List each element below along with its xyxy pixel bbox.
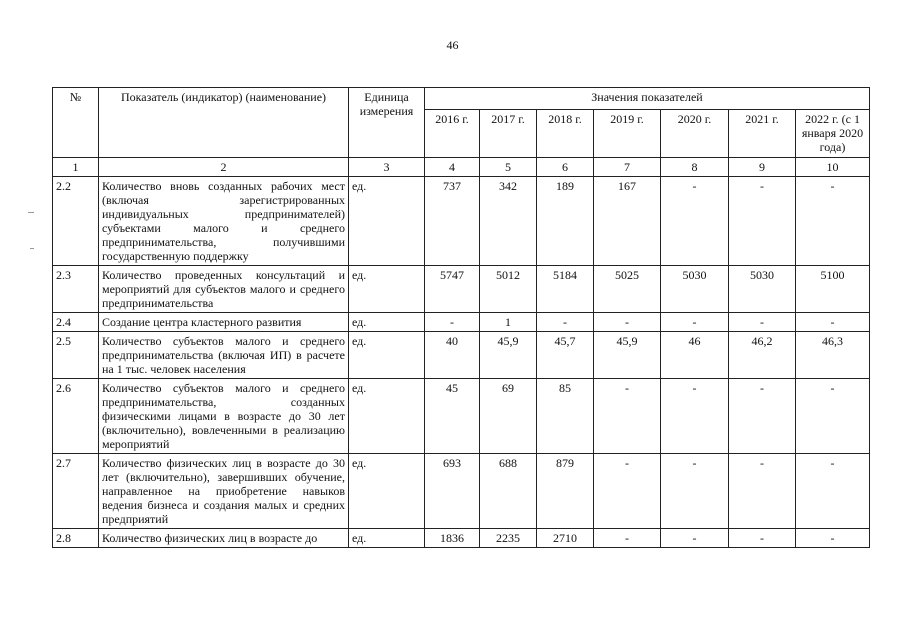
row-value: - xyxy=(537,313,594,332)
column-index: 4 xyxy=(425,158,480,177)
row-value: 40 xyxy=(425,332,480,379)
row-value: 5184 xyxy=(537,266,594,313)
column-index: 10 xyxy=(796,158,870,177)
column-index: 2 xyxy=(99,158,349,177)
row-value: 189 xyxy=(537,177,594,266)
row-value: - xyxy=(729,313,796,332)
header-unit: Единица измерения xyxy=(349,88,425,158)
table-row xyxy=(53,313,870,332)
row-value: 1 xyxy=(480,313,537,332)
scan-mark xyxy=(28,212,34,213)
column-index: 5 xyxy=(480,158,537,177)
row-value: 45,9 xyxy=(594,332,661,379)
row-value: 5100 xyxy=(796,266,870,313)
row-value: 167 xyxy=(594,177,661,266)
header-year: 2020 г. xyxy=(661,110,729,158)
row-value: - xyxy=(729,379,796,454)
header-year: 2016 г. xyxy=(425,110,480,158)
row-value: - xyxy=(796,379,870,454)
row-unit: ед. xyxy=(349,379,425,454)
header-year: 2017 г. xyxy=(480,110,537,158)
row-value: 5025 xyxy=(594,266,661,313)
row-value: 688 xyxy=(480,454,537,529)
row-value: 693 xyxy=(425,454,480,529)
row-value: 5030 xyxy=(729,266,796,313)
table-row xyxy=(53,332,870,379)
row-value: - xyxy=(796,313,870,332)
table-row xyxy=(53,177,870,266)
table-row xyxy=(53,266,870,313)
column-index: 7 xyxy=(594,158,661,177)
row-value: 5030 xyxy=(661,266,729,313)
column-index: 8 xyxy=(661,158,729,177)
row-value: - xyxy=(661,313,729,332)
row-value: 342 xyxy=(480,177,537,266)
row-indicator-name: Количество вновь созданных рабочих мест (включая зарегистрированных индивидуальных предпринимателей) субъектами малого и среднего предпринимательства, получившими государственную поддержку xyxy=(99,177,349,266)
indicators-table xyxy=(52,87,870,548)
row-unit: ед. xyxy=(349,529,425,548)
header-number: № xyxy=(53,88,99,158)
row-value: - xyxy=(796,454,870,529)
page-number: 46 xyxy=(446,38,459,52)
row-unit: ед. xyxy=(349,177,425,266)
row-indicator-name: Количество физических лиц в возрасте до xyxy=(99,529,349,548)
row-value: 69 xyxy=(480,379,537,454)
row-value: 46,2 xyxy=(729,332,796,379)
row-value: 2235 xyxy=(480,529,537,548)
row-number: 2.3 xyxy=(53,266,99,313)
row-value: 45,7 xyxy=(537,332,594,379)
header-values-group: Значения показателей xyxy=(425,88,870,110)
row-number: 2.7 xyxy=(53,454,99,529)
row-value: - xyxy=(729,454,796,529)
row-value: - xyxy=(729,529,796,548)
row-value: 5012 xyxy=(480,266,537,313)
row-value: 2710 xyxy=(537,529,594,548)
column-index: 9 xyxy=(729,158,796,177)
row-value: - xyxy=(796,177,870,266)
row-value: - xyxy=(796,529,870,548)
row-indicator-name: Количество субъектов малого и среднего предпринимательства (включая ИП) в расчете на 1 тыс. человек населения xyxy=(99,332,349,379)
row-value: - xyxy=(594,529,661,548)
scan-mark xyxy=(30,248,34,249)
row-value: 737 xyxy=(425,177,480,266)
row-value: 45,9 xyxy=(480,332,537,379)
row-indicator-name: Количество субъектов малого и среднего предпринимательства, созданных физическими лицами в возрасте до 30 лет (включительно), вовлеченными в реализацию мероприятий xyxy=(99,379,349,454)
row-value: - xyxy=(425,313,480,332)
row-number: 2.5 xyxy=(53,332,99,379)
row-value: 1836 xyxy=(425,529,480,548)
header-row-top xyxy=(53,88,870,110)
row-unit: ед. xyxy=(349,332,425,379)
row-number: 2.8 xyxy=(53,529,99,548)
row-unit: ед. xyxy=(349,454,425,529)
row-indicator-name: Создание центра кластерного развития xyxy=(99,313,349,332)
row-value: 85 xyxy=(537,379,594,454)
row-indicator-name: Количество проведенных консультаций и мероприятий для субъектов малого и среднего предпринимательства xyxy=(99,266,349,313)
row-value: - xyxy=(661,454,729,529)
row-indicator-name: Количество физических лиц в возрасте до 30 лет (включительно), завершивших обучение, направленное на приобретение навыков ведения бизнеса и создания малых и средних предприятий xyxy=(99,454,349,529)
row-value: - xyxy=(661,529,729,548)
row-unit: ед. xyxy=(349,313,425,332)
table-row xyxy=(53,454,870,529)
column-index: 6 xyxy=(537,158,594,177)
table-row xyxy=(53,529,870,548)
row-value: - xyxy=(594,454,661,529)
row-value: 45 xyxy=(425,379,480,454)
row-number: 2.6 xyxy=(53,379,99,454)
header-year: 2018 г. xyxy=(537,110,594,158)
row-value: - xyxy=(594,313,661,332)
column-index: 3 xyxy=(349,158,425,177)
header-year: 2019 г. xyxy=(594,110,661,158)
row-value: - xyxy=(594,379,661,454)
row-number: 2.4 xyxy=(53,313,99,332)
row-value: 879 xyxy=(537,454,594,529)
header-year: 2021 г. xyxy=(729,110,796,158)
column-index-row xyxy=(53,158,870,177)
table-row xyxy=(53,379,870,454)
row-value: 46,3 xyxy=(796,332,870,379)
row-value: - xyxy=(661,177,729,266)
column-index: 1 xyxy=(53,158,99,177)
row-value: 46 xyxy=(661,332,729,379)
row-value: 5747 xyxy=(425,266,480,313)
row-unit: ед. xyxy=(349,266,425,313)
header-year: 2022 г. (с 1 января 2020 года) xyxy=(796,110,870,158)
header-indicator: Показатель (индикатор) (наименование) xyxy=(99,88,349,158)
row-value: - xyxy=(661,379,729,454)
row-value: - xyxy=(729,177,796,266)
row-number: 2.2 xyxy=(53,177,99,266)
